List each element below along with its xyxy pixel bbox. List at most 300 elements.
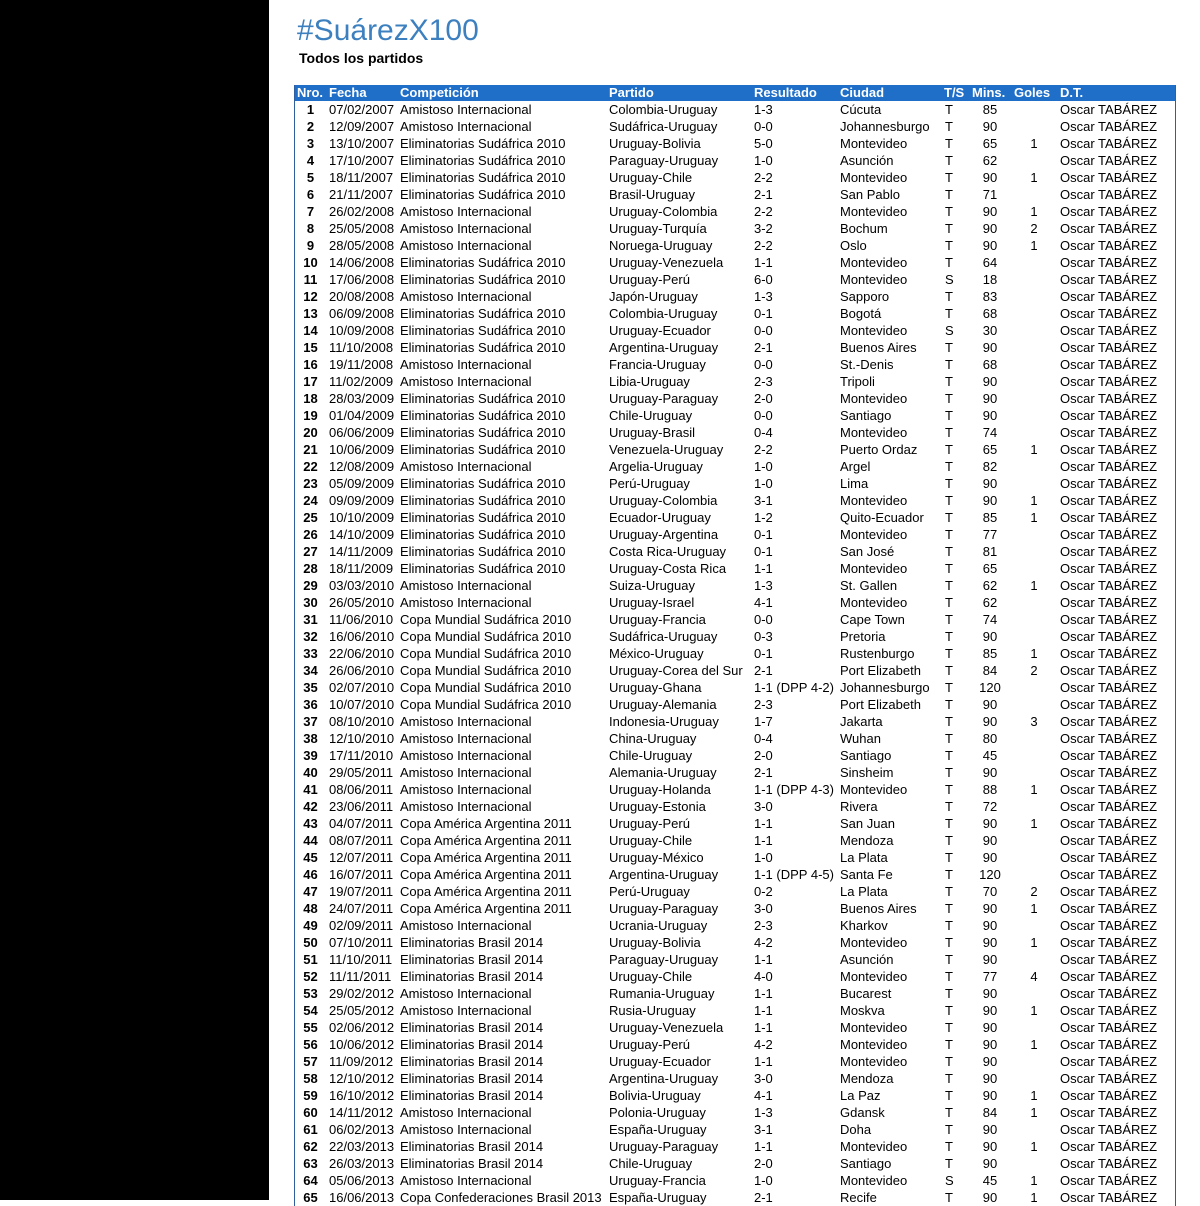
cell-partido: Ecuador-Uruguay [609,510,711,525]
cell-competicion: Amistoso Internacional [400,782,532,797]
cell-fecha: 01/04/2009 [329,408,395,423]
cell-resultado: 2-3 [754,918,773,933]
cell-fecha: 17/11/2010 [329,748,394,763]
cell-ciudad: Montevideo [840,323,908,338]
cell-mins: 90 [982,850,998,865]
cell-resultado: 2-0 [754,748,773,763]
cell-nro: 58 [303,1071,318,1086]
cell-dt: Oscar TABÁREZ [1060,510,1158,525]
cell-goles: 1 [1030,578,1038,593]
cell-dt: Oscar TABÁREZ [1060,1020,1158,1035]
cell-dt: Oscar TABÁREZ [1060,782,1158,797]
cell-partido: Rumania-Uruguay [609,986,715,1001]
cell-resultado: 2-3 [754,697,773,712]
cell-ts: T [945,1105,953,1120]
cell-mins: 68 [982,357,998,372]
cell-ciudad: Mendoza [840,1071,894,1086]
cell-dt: Oscar TABÁREZ [1060,425,1158,440]
cell-dt: Oscar TABÁREZ [1060,1088,1158,1103]
cell-goles: 1 [1030,136,1038,151]
cell-fecha: 05/06/2013 [329,1173,395,1188]
cell-resultado: 1-1 [754,255,773,270]
cell-resultado: 3-1 [754,493,773,508]
table-row [295,798,1175,815]
cell-dt: Oscar TABÁREZ [1060,1173,1158,1188]
cell-mins: 90 [982,1054,998,1069]
cell-fecha: 11/11/2011 [329,969,392,984]
cell-competicion: Copa Mundial Sudáfrica 2010 [400,612,572,627]
cell-fecha: 14/10/2009 [329,527,395,542]
cell-competicion: Eliminatorias Sudáfrica 2010 [400,442,566,457]
cell-mins: 74 [982,612,998,627]
cell-partido: Uruguay-Estonia [609,799,706,814]
cell-goles: 1 [1030,1003,1038,1018]
cell-nro: 45 [303,850,318,865]
cell-goles: 1 [1030,646,1038,661]
table-row [295,152,1175,169]
cell-ts: T [945,170,953,185]
cell-dt: Oscar TABÁREZ [1060,493,1158,508]
table-row [295,577,1175,594]
cell-competicion: Eliminatorias Sudáfrica 2010 [400,493,566,508]
cell-goles [1011,118,1057,135]
cell-nro: 51 [303,952,318,967]
cell-dt: Oscar TABÁREZ [1060,204,1158,219]
cell-nro: 59 [303,1088,318,1103]
cell-dt: Oscar TABÁREZ [1060,1054,1158,1069]
cell-ts: T [945,544,953,559]
cell-partido: Uruguay-Colombia [609,493,718,508]
cell-ciudad: Doha [840,1122,872,1137]
cell-fecha: 09/09/2009 [329,493,395,508]
cell-ciudad: Cape Town [840,612,905,627]
cell-fecha: 14/11/2012 [329,1105,394,1120]
cell-dt: Oscar TABÁREZ [1060,697,1158,712]
cell-ts: T [945,357,953,372]
cell-partido: Uruguay-Holanda [609,782,711,797]
cell-resultado: 1-1 [754,952,773,967]
cell-goles: 1 [1030,901,1038,916]
cell-fecha: 02/09/2011 [329,918,394,933]
cell-competicion: Amistoso Internacional [400,102,532,117]
cell-resultado: 1-7 [754,714,773,729]
cell-resultado: 2-0 [754,391,773,406]
cell-goles: 1 [1030,1037,1038,1052]
cell-dt: Oscar TABÁREZ [1060,884,1158,899]
cell-mins: 81 [982,544,998,559]
cell-mins: 83 [982,289,998,304]
cell-ciudad: Montevideo [840,935,908,950]
cell-fecha: 25/05/2012 [329,1003,395,1018]
cell-ts: T [945,204,953,219]
table-row [295,815,1175,832]
cell-resultado: 0-0 [754,357,773,372]
cell-dt: Oscar TABÁREZ [1060,459,1158,474]
cell-fecha: 08/10/2010 [329,714,395,729]
cell-ciudad: Johannesburgo [840,680,930,695]
cell-goles [1011,475,1057,492]
cell-competicion: Copa Mundial Sudáfrica 2010 [400,663,572,678]
cell-fecha: 11/02/2009 [329,374,394,389]
cell-fecha: 02/06/2012 [329,1020,395,1035]
cell-nro: 6 [306,187,315,202]
cell-goles [1011,1019,1057,1036]
cell-dt: Oscar TABÁREZ [1060,935,1158,950]
cell-nro: 64 [303,1173,318,1188]
cell-partido: Paraguay-Uruguay [609,952,719,967]
cell-competicion: Copa Mundial Sudáfrica 2010 [400,680,572,695]
cell-mins: 77 [982,969,998,984]
cell-ts: T [945,102,953,117]
cell-partido: Uruguay-Paraguay [609,391,719,406]
cell-partido: Alemania-Uruguay [609,765,717,780]
table-row [295,849,1175,866]
cell-dt: Oscar TABÁREZ [1060,272,1158,287]
col-header-partido: Partido [609,85,654,100]
cell-competicion: Amistoso Internacional [400,357,532,372]
cell-goles [1011,1121,1057,1138]
cell-partido: Venezuela-Uruguay [609,442,724,457]
cell-competicion: Eliminatorias Brasil 2014 [400,952,544,967]
table-row [295,900,1175,917]
cell-resultado: 0-1 [754,527,773,542]
cell-resultado: 0-3 [754,629,773,644]
cell-mins: 90 [982,1156,998,1171]
cell-partido: Libia-Uruguay [609,374,690,389]
cell-partido: Indonesia-Uruguay [609,714,719,729]
cell-ts: T [945,374,953,389]
cell-partido: Uruguay-Bolivia [609,136,701,151]
cell-mins: 90 [982,935,998,950]
cell-nro: 23 [303,476,318,491]
cell-ciudad: Sapporo [840,289,890,304]
cell-ciudad: Rivera [840,799,878,814]
col-header-goles: Goles [1014,85,1051,100]
cell-ts: T [945,1003,953,1018]
cell-competicion: Amistoso Internacional [400,714,532,729]
cell-dt: Oscar TABÁREZ [1060,1156,1158,1171]
cell-fecha: 05/09/2009 [329,476,395,491]
cell-dt: Oscar TABÁREZ [1060,442,1158,457]
cell-resultado: 2-1 [754,340,773,355]
cell-ciudad: Argel [840,459,871,474]
cell-fecha: 17/06/2008 [329,272,395,287]
cell-partido: Costa Rica-Uruguay [609,544,727,559]
cell-fecha: 11/10/2011 [329,952,393,967]
cell-dt: Oscar TABÁREZ [1060,578,1158,593]
cell-partido: Uruguay-Corea del Sur [609,663,743,678]
cell-ciudad: Asunción [840,952,894,967]
cell-nro: 32 [303,629,318,644]
cell-competicion: Amistoso Internacional [400,204,532,219]
cell-dt: Oscar TABÁREZ [1060,850,1158,865]
cell-ts: T [945,935,953,950]
cell-dt: Oscar TABÁREZ [1060,323,1158,338]
table-row [295,407,1175,424]
cell-fecha: 16/06/2010 [329,629,395,644]
cell-resultado: 1-1 (DPP 4-2) [754,680,834,695]
cell-ts: T [945,153,953,168]
cell-ts: T [945,816,953,831]
cell-resultado: 1-1 [754,561,773,576]
cell-ciudad: San Juan [840,816,895,831]
table-row [295,679,1175,696]
cell-ts: T [945,595,953,610]
cell-resultado: 6-0 [754,272,773,287]
cell-mins: 90 [982,1020,998,1035]
cell-dt: Oscar TABÁREZ [1060,1003,1158,1018]
cell-nro: 39 [303,748,318,763]
cell-resultado: 1-1 [754,1054,773,1069]
table-row [295,917,1175,934]
cell-ts: T [945,1122,953,1137]
cell-ts: T [945,1156,953,1171]
cell-goles [1011,356,1057,373]
cell-partido: Uruguay-Chile [609,969,693,984]
cell-ts: T [945,221,953,236]
table-row [295,1053,1175,1070]
cell-ts: T [945,1020,953,1035]
cell-resultado: 0-0 [754,323,773,338]
cell-ts: T [945,187,953,202]
cell-ts: T [945,442,953,457]
cell-goles: 1 [1030,510,1038,525]
cell-competicion: Amistoso Internacional [400,799,532,814]
cell-resultado: 1-0 [754,1173,773,1188]
cell-ciudad: St.-Denis [840,357,894,372]
cell-goles [1011,594,1057,611]
cell-partido: México-Uruguay [609,646,704,661]
col-header-ciudad: Ciudad [840,85,885,100]
cell-ciudad: Asunción [840,153,894,168]
cell-nro: 11 [303,272,318,287]
cell-competicion: Copa América Argentina 2011 [400,901,572,916]
cell-competicion: Amistoso Internacional [400,1105,532,1120]
cell-ts: T [945,901,953,916]
cell-ts: T [945,476,953,491]
cell-ciudad: Montevideo [840,272,908,287]
cell-fecha: 07/02/2007 [329,102,395,117]
cell-ciudad: Santa Fe [840,867,893,882]
cell-goles [1011,560,1057,577]
cell-ts: T [945,782,953,797]
cell-partido: Uruguay-Perú [609,1037,690,1052]
cell-ciudad: La Plata [840,850,888,865]
cell-goles [1011,611,1057,628]
cell-resultado: 2-2 [754,204,773,219]
cell-partido: Uruguay-Paraguay [609,1139,719,1154]
document-page [269,0,1200,1205]
cell-competicion: Eliminatorias Sudáfrica 2010 [400,153,566,168]
cell-nro: 19 [303,408,318,423]
cell-mins: 64 [982,255,998,270]
cell-resultado: 5-0 [754,136,773,151]
cell-nro: 55 [303,1020,318,1035]
cell-competicion: Amistoso Internacional [400,595,532,610]
cell-partido: Uruguay-Israel [609,595,695,610]
cell-dt: Oscar TABÁREZ [1060,646,1158,661]
cell-ciudad: Pretoria [840,629,886,644]
table-row [295,968,1175,985]
cell-ts: T [945,833,953,848]
cell-ts: S [945,1173,954,1188]
cell-partido: Brasil-Uruguay [609,187,695,202]
cell-ts: T [945,918,953,933]
cell-mins: 90 [982,901,998,916]
table-row [295,305,1175,322]
table-row [295,832,1175,849]
cell-resultado: 1-1 [754,986,773,1001]
cell-goles [1011,1070,1057,1087]
cell-goles [1011,424,1057,441]
table-row [295,186,1175,203]
cell-ciudad: Montevideo [840,561,908,576]
cell-goles: 1 [1030,170,1038,185]
cell-resultado: 4-1 [754,595,773,610]
cell-resultado: 1-1 [754,1003,773,1018]
cell-ts: T [945,850,953,865]
cell-partido: Polonia-Uruguay [609,1105,706,1120]
cell-partido: Sudáfrica-Uruguay [609,629,718,644]
table-row [295,458,1175,475]
cell-nro: 52 [303,969,318,984]
cell-partido: Bolivia-Uruguay [609,1088,701,1103]
cell-ts: T [945,1037,953,1052]
cell-partido: Argentina-Uruguay [609,867,719,882]
cell-ts: T [945,493,953,508]
cell-mins: 90 [982,714,998,729]
table-row [295,118,1175,135]
cell-goles [1011,407,1057,424]
cell-fecha: 13/10/2007 [329,136,395,151]
cell-nro: 40 [303,765,318,780]
col-header-dt: D.T. [1060,85,1084,100]
cell-goles: 1 [1030,935,1038,950]
cell-resultado: 4-2 [754,935,773,950]
cell-goles [1011,390,1057,407]
cell-ts: T [945,561,953,576]
cell-ciudad: Puerto Ordaz [840,442,918,457]
table-body [295,101,1175,1206]
cell-ts: T [945,646,953,661]
cell-nro: 53 [303,986,318,1001]
cell-ts: T [945,680,953,695]
cell-competicion: Eliminatorias Brasil 2014 [400,1156,544,1171]
cell-fecha: 23/06/2011 [329,799,394,814]
cell-ts: T [945,1054,953,1069]
cell-resultado: 0-0 [754,612,773,627]
cell-fecha: 21/11/2007 [329,187,394,202]
cell-resultado: 2-2 [754,442,773,457]
cell-resultado: 1-0 [754,850,773,865]
cell-dt: Oscar TABÁREZ [1060,1037,1158,1052]
cell-resultado: 0-1 [754,306,773,321]
cell-mins: 90 [982,374,998,389]
cell-mins: 90 [982,629,998,644]
cell-fecha: 14/11/2009 [329,544,394,559]
cell-ciudad: Buenos Aires [840,901,917,916]
cell-partido: España-Uruguay [609,1190,707,1205]
cell-competicion: Eliminatorias Sudáfrica 2010 [400,510,566,525]
cell-mins: 90 [982,221,998,236]
cell-dt: Oscar TABÁREZ [1060,238,1158,253]
cell-nro: 47 [303,884,318,899]
cell-fecha: 20/08/2008 [329,289,395,304]
cell-nro: 27 [303,544,318,559]
cell-dt: Oscar TABÁREZ [1060,476,1158,491]
cell-goles: 3 [1030,714,1038,729]
cell-ts: T [945,1139,953,1154]
col-header-fecha: Fecha [329,85,367,100]
cell-partido: Uruguay-Chile [609,170,693,185]
cell-competicion: Amistoso Internacional [400,1173,532,1188]
cell-partido: Uruguay-México [609,850,704,865]
cell-competicion: Eliminatorias Brasil 2014 [400,1139,544,1154]
cell-ciudad: Bucarest [840,986,892,1001]
cell-competicion: Eliminatorias Sudáfrica 2010 [400,391,566,406]
cell-goles [1011,288,1057,305]
cell-competicion: Copa América Argentina 2011 [400,816,572,831]
cell-ts: T [945,952,953,967]
cell-nro: 30 [303,595,318,610]
cell-mins: 90 [982,986,998,1001]
cell-mins: 90 [982,816,998,831]
cell-fecha: 12/09/2007 [329,119,395,134]
cell-nro: 41 [303,782,318,797]
cell-fecha: 25/05/2008 [329,221,395,236]
cell-competicion: Eliminatorias Brasil 2014 [400,969,544,984]
cell-goles [1011,101,1057,118]
cell-partido: Uruguay-Ecuador [609,1054,711,1069]
cell-competicion: Amistoso Internacional [400,289,532,304]
cell-fecha: 03/03/2010 [329,578,395,593]
cell-ts: T [945,765,953,780]
cell-mins: 84 [982,1105,998,1120]
table-row [295,1104,1175,1121]
cell-partido: Francia-Uruguay [609,357,706,372]
table-row [295,475,1175,492]
cell-ciudad: Montevideo [840,1037,908,1052]
cell-mins: 65 [982,442,998,457]
cell-ts: T [945,986,953,1001]
cell-competicion: Eliminatorias Brasil 2014 [400,1020,544,1035]
cell-goles [1011,186,1057,203]
table-row [295,764,1175,781]
cell-nro: 10 [303,255,318,270]
cell-partido: Uruguay-Francia [609,1173,706,1188]
cell-mins: 90 [982,391,998,406]
cell-dt: Oscar TABÁREZ [1060,255,1158,270]
cell-mins: 90 [982,1139,998,1154]
cell-fecha: 11/09/2012 [329,1054,394,1069]
cell-ciudad: Mendoza [840,833,894,848]
page-subtitle: Todos los partidos [299,50,424,66]
table-row [295,985,1175,1002]
cell-nro: 42 [303,799,318,814]
cell-fecha: 12/07/2011 [329,850,394,865]
cell-dt: Oscar TABÁREZ [1060,595,1158,610]
cell-competicion: Copa Mundial Sudáfrica 2010 [400,646,572,661]
cell-competicion: Amistoso Internacional [400,986,532,1001]
cell-partido: Uruguay-Turquía [609,221,707,236]
cell-partido: Uruguay-Perú [609,272,690,287]
cell-partido: Uruguay-Costa Rica [609,561,727,576]
cell-dt: Oscar TABÁREZ [1060,527,1158,542]
cell-goles: 2 [1030,221,1038,236]
cell-nro: 7 [306,204,315,219]
cell-mins: 77 [982,527,998,542]
cell-competicion: Copa América Argentina 2011 [400,884,572,899]
